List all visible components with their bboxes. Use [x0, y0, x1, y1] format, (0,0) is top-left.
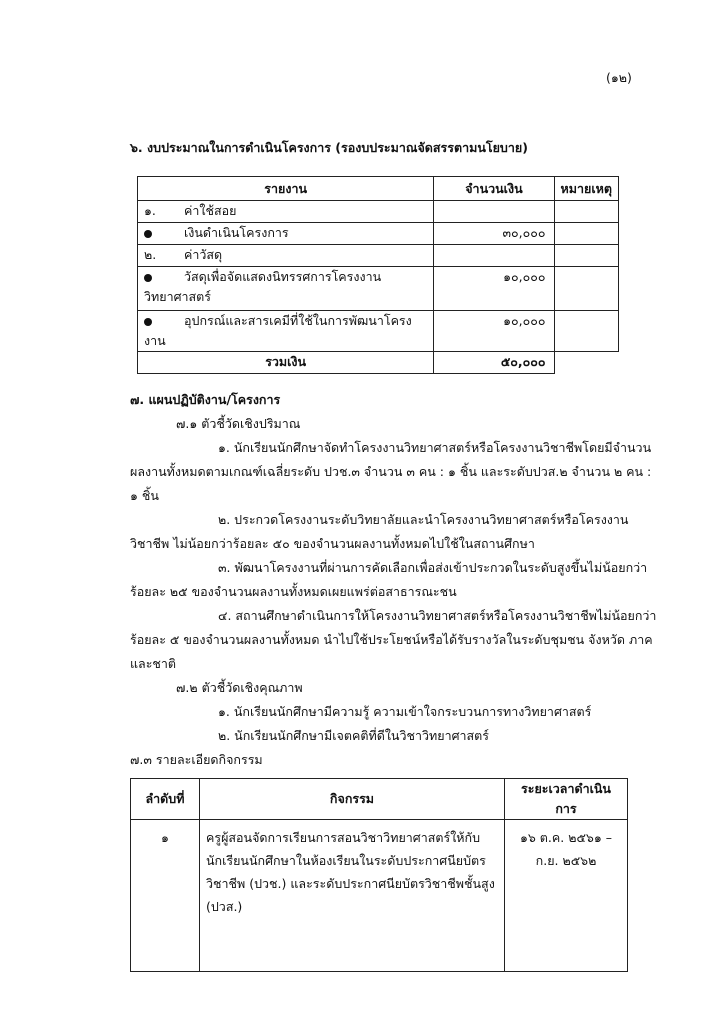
subsection-7-3: ๗.๓ รายละเอียดกิจกรรม — [130, 752, 263, 767]
table-row — [138, 267, 619, 311]
row-amount: ๓๐,๐๐๐ — [434, 223, 554, 245]
total-amount: ๕๐,๐๐๐ — [434, 352, 554, 374]
col-header-period: ระยะเวลาดำเนินการ — [505, 779, 628, 820]
row-remark — [554, 245, 618, 267]
activity-period — [505, 820, 628, 972]
section-7-heading: ๗. แผนปฏิบัติงาน/โครงการ — [130, 392, 281, 407]
section-6-heading: ๖. งบประมาณในการดำเนินโครงการ (รองบประมาณจัดสรรตามนโยบาย) — [130, 140, 528, 155]
period-start: ๑๖ ต.ค. ๒๕๖๑ – — [519, 830, 613, 845]
table-row — [131, 820, 628, 972]
row-remark — [554, 223, 618, 245]
bullet-icon — [144, 230, 152, 238]
col-header-activity: กิจกรรม — [200, 779, 505, 820]
subsection-7-1: ๗.๑ ตัวชี้วัดเชิงปริมาณ — [176, 416, 301, 431]
period-end: ก.ย. ๒๕๖๒ — [535, 853, 597, 868]
row-remark — [554, 267, 618, 311]
quantity-item-1-line1: ๑. นักเรียนนักศึกษาจัดทำโครงงานวิทยาศาสตร์หรือโครงงานวิชาชีพโดยมีจำนวน — [218, 440, 652, 455]
row-amount — [434, 201, 554, 223]
quantity-item-3-line1: ๓. พัฒนาโครงงานที่ผ่านการคัดเลือกเพื่อส่งเข้าประกวดในระดับสูงขึ้นไม่น้อยกว่า — [218, 560, 648, 575]
row-remark — [554, 311, 618, 352]
budget-table — [137, 176, 619, 374]
bullet-icon — [144, 318, 152, 326]
row-label: ค่าใช้สอย — [184, 203, 237, 218]
table-row — [138, 201, 619, 223]
row-label: ค่าวัสดุ — [184, 247, 223, 262]
page-number: (๑๒) — [606, 70, 632, 85]
total-remark — [554, 352, 618, 374]
quality-item-1: ๑. นักเรียนนักศึกษามีความรู้ ความเข้าใจกระบวนการทางวิทยาศาสตร์ — [218, 704, 592, 719]
row-label: อุปกรณ์และสารเคมีที่ใช้ในการพัฒนาโครงงาน — [144, 313, 412, 348]
activity-line: ครูผู้สอนจัดการเรียนการสอนวิชาวิทยาศาสตร์ให้กับ — [206, 830, 481, 845]
activity-line: นักเรียนนักศึกษาในห้องเรียนในระดับประกาศนียบัตร — [206, 853, 486, 868]
quantity-item-3-line2: ร้อยละ ๒๕ ของจำนวนผลงานทั้งหมดเผยแพร่ต่อสาธารณะชน — [130, 584, 457, 599]
col-header-item: รายงาน — [138, 177, 434, 201]
col-header-no: ลำดับที่ — [131, 779, 200, 820]
col-header-amount: จำนวนเงิน — [434, 177, 554, 201]
activity-line: วิชาชีพ (ปวช.) และระดับประกาศนียบัตรวิชาชีพชั้นสูง — [206, 876, 495, 891]
row-marker: ๑. — [144, 203, 156, 218]
quantity-item-4-line1: ๔. สถานศึกษาดำเนินการให้โครงงานวิทยาศาสตร์หรือโครงงานวิชาชีพไม่น้อยกว่า — [218, 608, 657, 623]
quality-item-2: ๒. นักเรียนนักศึกษามีเจตคติที่ดีในวิชาวิทยาศาสตร์ — [218, 728, 490, 743]
row-label: วัสดุเพื่อจัดแสดงนิทรรศการโครงงาน — [184, 269, 382, 284]
quantity-item-4-line3: และชาติ — [130, 656, 177, 671]
table-total-row — [138, 352, 619, 374]
activity-table — [130, 778, 628, 972]
quantity-item-1-line3: ๑ ชิ้น — [130, 488, 159, 503]
quantity-item-2-line1: ๒. ประกวดโครงงานระดับวิทยาลัยและนำโครงงานวิทยาศาสตร์หรือโครงงาน — [218, 512, 629, 527]
subsection-7-2: ๗.๒ ตัวชี้วัดเชิงคุณภาพ — [176, 680, 303, 695]
row-amount: ๑๐,๐๐๐ — [434, 267, 554, 311]
activity-description — [200, 820, 505, 972]
row-remark — [554, 201, 618, 223]
row-label-continued: วิทยาศาสตร์ — [144, 289, 212, 304]
quantity-item-1-line2: ผลงานทั้งหมดตามเกณฑ์เฉลี่ยระดับ ปวช.๓ จำนวน ๓ คน : ๑ ชิ้น และระดับปวส.๒ จำนวน ๒ คน : — [130, 464, 652, 479]
total-label: รวมเงิน — [138, 352, 434, 374]
row-label: เงินดำเนินโครงการ — [184, 225, 289, 240]
activity-line: (ปวส.) — [206, 899, 243, 914]
table-row — [138, 311, 619, 352]
row-marker: ๒. — [144, 247, 157, 262]
quantity-item-4-line2: ร้อยละ ๕ ของจำนวนผลงานทั้งหมด นำไปใช้ประโยชน์หรือได้รับรางวัลในระดับชุมชน จังหวัด ภาค — [130, 632, 653, 647]
table-row — [138, 223, 619, 245]
row-amount: ๑๐,๐๐๐ — [434, 311, 554, 352]
bullet-icon — [144, 274, 152, 282]
activity-no: ๑ — [131, 820, 200, 972]
col-header-remark: หมายเหตุ — [554, 177, 618, 201]
quantity-item-2-line2: วิชาชีพ ไม่น้อยกว่าร้อยละ ๕๐ ของจำนวนผลงานทั้งหมดไปใช้ในสถานศึกษา — [130, 536, 535, 551]
row-amount — [434, 245, 554, 267]
table-row — [138, 245, 619, 267]
